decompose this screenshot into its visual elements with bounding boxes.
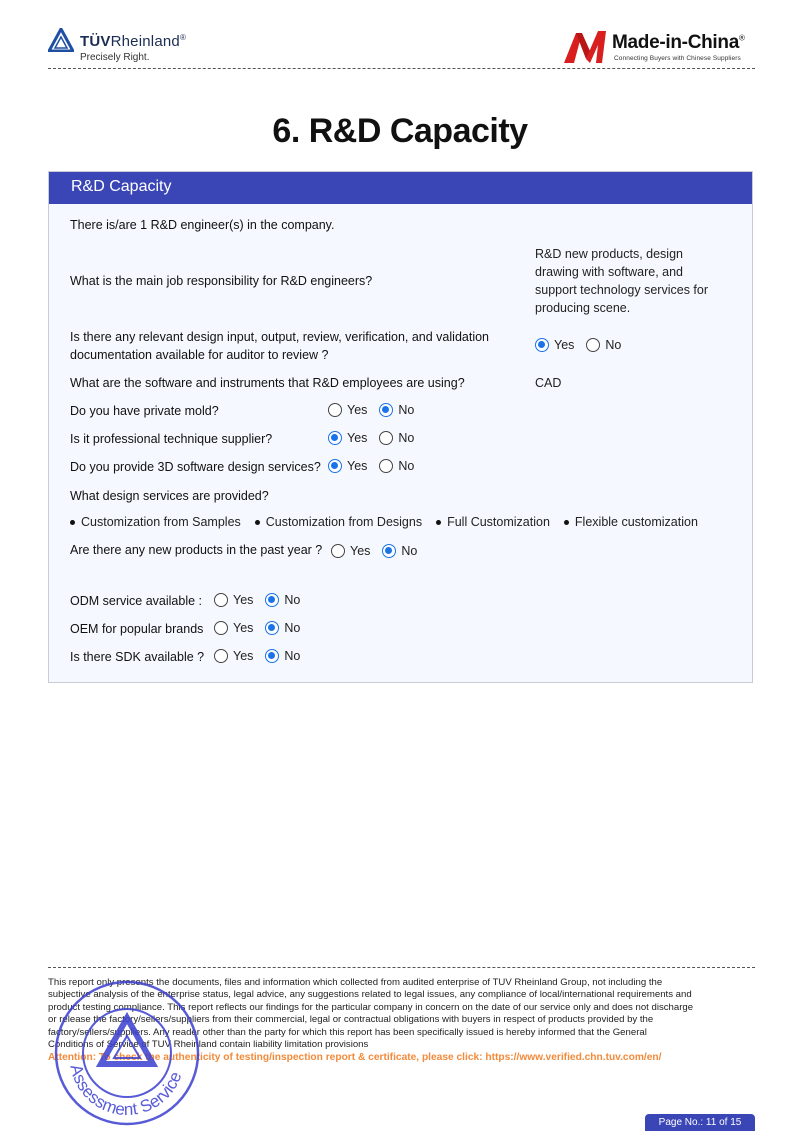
radio-label-no: No <box>605 338 622 352</box>
question-odm: ODM service available : <box>70 594 202 608</box>
disclaimer-line: factory/sellers/suppliers. Any reader other than the party for which this report has been specifically issued is hereby informed that the General <box>48 1026 647 1038</box>
card-header <box>49 172 752 204</box>
question-private-mold: Do you have private mold? <box>70 404 219 418</box>
design-service-label: Customization from Samples <box>81 515 241 529</box>
radio-label-yes: Yes <box>347 431 368 445</box>
documentation-no-radio[interactable] <box>586 338 600 352</box>
professional-yes-radio[interactable] <box>328 431 342 445</box>
3d-design-radio-group <box>328 459 426 473</box>
question-professional: Is it professional technique supplier? <box>70 432 273 446</box>
disclaimer-line: or release the factory/sellers/suppliers from their commercial, legal or contractual obligations with buyers in respect of products provided by the <box>48 1014 654 1026</box>
question-sdk: Is there SDK available ? <box>70 650 205 664</box>
radio-label-no: No <box>284 649 301 663</box>
radio-label-yes: Yes <box>554 338 575 352</box>
disclaimer-line: This report only presents the documents, files and information which collected from audited enterprise of TUV Rheinland Group, not including the <box>48 977 663 988</box>
radio-label-no: No <box>284 621 301 635</box>
disclaimer-line: subjective analysis of the enterprise status, legal advice, any suggestions related to legal issues, any compliance of local/international requirements and <box>48 989 692 1001</box>
stamp-text-path: Assessment Service <box>66 1062 186 1120</box>
question-oem: OEM for popular brands <box>70 622 204 636</box>
radio-label-no: No <box>398 431 415 445</box>
documentation-radio-group <box>535 338 633 352</box>
made-in-china-logo-icon <box>562 27 608 65</box>
new-products-yes-radio[interactable] <box>331 544 345 558</box>
question-documentation <box>70 328 489 364</box>
header-divider <box>48 68 755 69</box>
professional-radio-group <box>328 431 426 445</box>
page-number-badge: Page No.: 11 of 15 <box>645 1114 755 1131</box>
page-title: 6. R&D Capacity <box>272 112 528 150</box>
radio-label-no: No <box>398 403 415 417</box>
made-in-china-brand <box>612 32 745 54</box>
design-service-label: Full Customization <box>447 515 550 529</box>
odm-no-radio[interactable] <box>265 593 279 607</box>
list-item <box>70 515 241 529</box>
sdk-yes-radio[interactable] <box>214 649 228 663</box>
3d-design-no-radio[interactable] <box>379 459 393 473</box>
question-responsibility: What is the main job responsibility for R&D engineers? <box>70 274 373 288</box>
engineers-statement: There is/are 1 R&D engineer(s) in the company. <box>70 218 335 232</box>
radio-label-no: No <box>398 459 415 473</box>
made-in-china-tagline: Connecting Buyers with Chinese Suppliers <box>614 55 741 62</box>
odm-radio-group <box>214 593 312 607</box>
disclaimer-line: product testing compliance. This report reflects our findings for the particular company in concern on the date of our service only and does not discharge <box>48 1001 694 1013</box>
tuv-tagline: Precisely Right. <box>80 52 150 63</box>
3d-design-yes-radio[interactable] <box>328 459 342 473</box>
tuv-brand-bold: TÜV <box>80 33 111 50</box>
tuv-brand-light: Rheinland <box>110 33 180 50</box>
professional-no-radio[interactable] <box>379 431 393 445</box>
new-products-no-radio[interactable] <box>382 544 396 558</box>
mic-registered-mark: ® <box>739 33 745 43</box>
tuv-brand <box>80 33 186 50</box>
answer-responsibility-line: producing scene. <box>535 301 631 315</box>
private-mold-yes-radio[interactable] <box>328 403 342 417</box>
design-service-label: Flexible customization <box>574 515 698 529</box>
question-software: What are the software and instruments that R&D employees are using? <box>70 376 465 390</box>
footer-divider <box>48 967 755 968</box>
radio-label-yes: Yes <box>233 621 254 635</box>
answer-responsibility-line: support technology services for <box>535 283 709 297</box>
bullet-icon <box>255 520 260 525</box>
question-design-services: What design services are provided? <box>70 489 269 503</box>
card-title: R&D Capacity <box>71 178 172 195</box>
verification-link-text[interactable]: Attention: To check the authenticity of testing/inspection report & certificate, please click: https://www.verified.chn.tuv.com/en/ <box>48 1052 662 1063</box>
radio-label-no: No <box>401 544 418 558</box>
sdk-radio-group <box>214 649 312 663</box>
answer-responsibility <box>535 245 708 317</box>
documentation-yes-radio[interactable] <box>535 338 549 352</box>
radio-label-yes: Yes <box>347 403 368 417</box>
tuv-registered-mark: ® <box>179 33 187 42</box>
answer-responsibility-line: R&D new products, design <box>535 247 683 261</box>
bullet-icon <box>70 520 75 525</box>
tuv-triangle-logo-icon <box>48 28 74 52</box>
list-item <box>436 515 550 529</box>
new-products-radio-group <box>331 544 429 558</box>
oem-yes-radio[interactable] <box>214 621 228 635</box>
mic-brand-text: Made-in-China <box>612 32 739 53</box>
answer-responsibility-line: drawing with software, and <box>535 265 683 279</box>
disclaimer-line: Conditions of Service of TUV Rheinland contain liability limitation provisions <box>48 1039 369 1051</box>
question-documentation-line: documentation available for auditor to review ? <box>70 348 329 362</box>
design-service-label: Customization from Designs <box>265 515 423 529</box>
private-mold-radio-group <box>328 403 426 417</box>
radio-label-yes: Yes <box>233 593 254 607</box>
page-header <box>0 0 800 72</box>
radio-label-yes: Yes <box>350 544 371 558</box>
list-item <box>255 515 422 529</box>
oem-radio-group <box>214 621 312 635</box>
question-3d-design: Do you provide 3D software design services? <box>70 460 321 474</box>
oem-no-radio[interactable] <box>265 621 279 635</box>
question-new-products: Are there any new products in the past year ? <box>70 543 323 557</box>
design-services-list <box>70 515 712 529</box>
odm-yes-radio[interactable] <box>214 593 228 607</box>
radio-label-yes: Yes <box>347 459 368 473</box>
bullet-icon <box>564 520 569 525</box>
radio-label-no: No <box>284 593 301 607</box>
answer-software: CAD <box>535 376 562 390</box>
bullet-icon <box>436 520 441 525</box>
assessment-service-stamp-icon <box>52 978 202 1128</box>
question-documentation-line: Is there any relevant design input, output, review, verification, and validation <box>70 330 490 344</box>
radio-label-yes: Yes <box>233 649 254 663</box>
sdk-no-radio[interactable] <box>265 649 279 663</box>
list-item <box>564 515 698 529</box>
private-mold-no-radio[interactable] <box>379 403 393 417</box>
